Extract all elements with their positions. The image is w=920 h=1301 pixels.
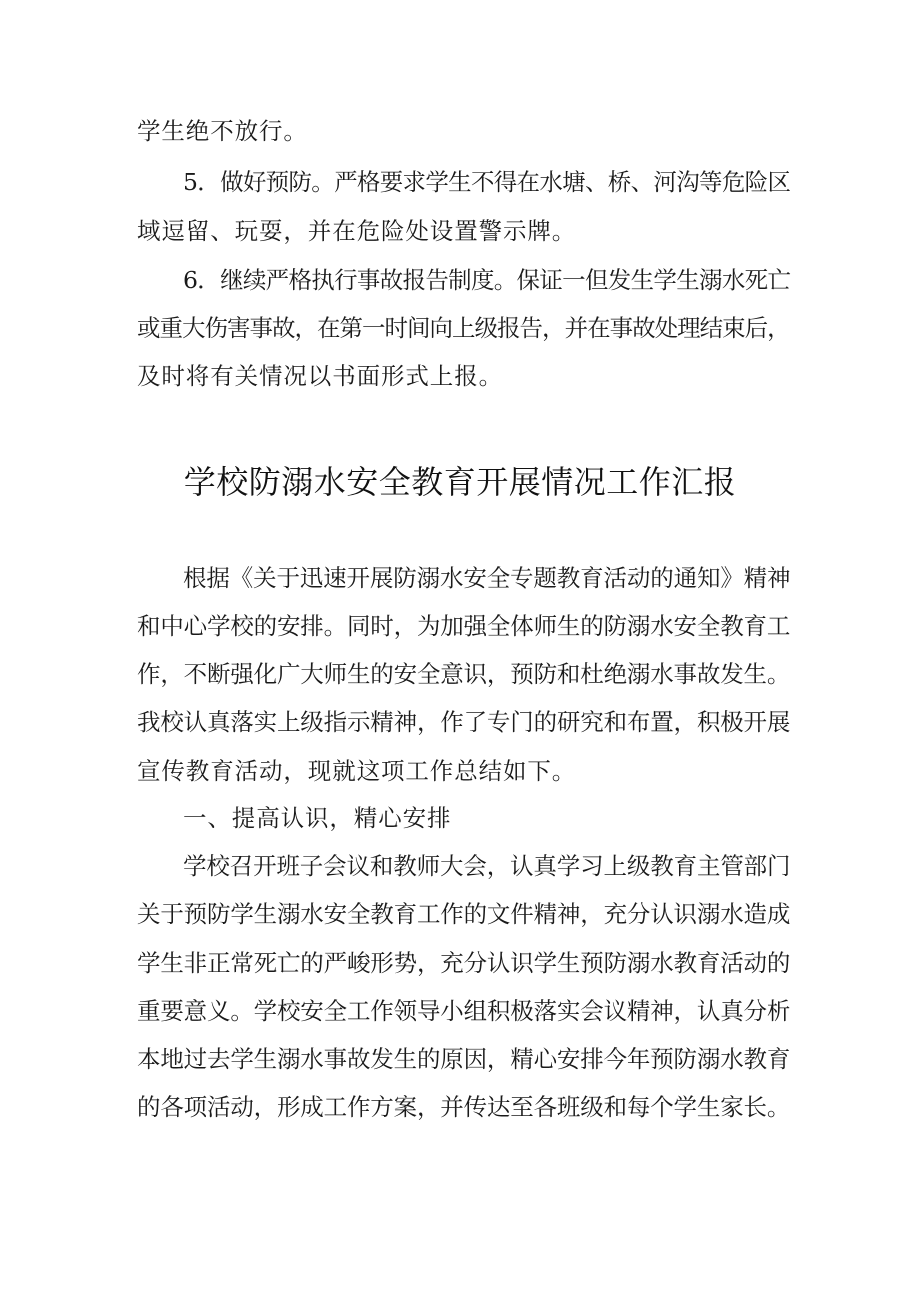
report-title: 学校防溺水安全教育开展情况工作汇报 (183, 463, 737, 501)
paragraph-line: 根据《关于迅速开展防溺水安全专题教育活动的通知》精神 (183, 564, 791, 592)
paragraph-line: 5．做好预防。严格要求学生不得在水塘、桥、河沟等危险区 (183, 168, 791, 196)
paragraph-line: 6．继续严格执行事故报告制度。保证一但发生学生溺水死亡 (183, 266, 791, 294)
paragraph-line: 本地过去学生溺水事故发生的原因，精心安排今年预防溺水教育 (137, 1045, 791, 1073)
paragraph-line: 及时将有关情况以书面形式上报。 (137, 362, 503, 390)
paragraph-line: 和中心学校的安排。同时，为加强全体师生的防溺水安全教育工 (137, 612, 791, 640)
paragraph-line: 宣传教育活动，现就这项工作总结如下。 (137, 757, 577, 785)
paragraph-line: 或重大伤害事故，在第一时间向上级报告，并在事故处理结束后， (137, 314, 790, 342)
paragraph-line: 作，不断强化广大师生的安全意识，预防和杜绝溺水事故发生。 (137, 660, 791, 688)
paragraph-line: 关于预防学生溺水安全教育工作的文件精神，充分认识溺水造成 (137, 900, 791, 928)
paragraph-line: 学校召开班子会议和教师大会，认真学习上级教育主管部门 (183, 852, 791, 880)
section-heading: 一、提高认识，精心安排 (183, 804, 452, 832)
paragraph-line: 我校认真落实上级指示精神，作了专门的研究和布置，积极开展 (137, 708, 791, 736)
paragraph-line: 域逗留、玩耍，并在危险处设置警示牌。 (137, 217, 577, 245)
paragraph-line: 重要意义。学校安全工作领导小组积极落实会议精神，认真分析 (137, 997, 791, 1025)
paragraph-line: 学生绝不放行。 (137, 117, 308, 145)
paragraph-line: 学生非正常死亡的严峻形势，充分认识学生预防溺水教育活动的 (137, 949, 791, 977)
paragraph-line: 的各项活动，形成工作方案，并传达至各班级和每个学生家长。 (137, 1093, 791, 1121)
